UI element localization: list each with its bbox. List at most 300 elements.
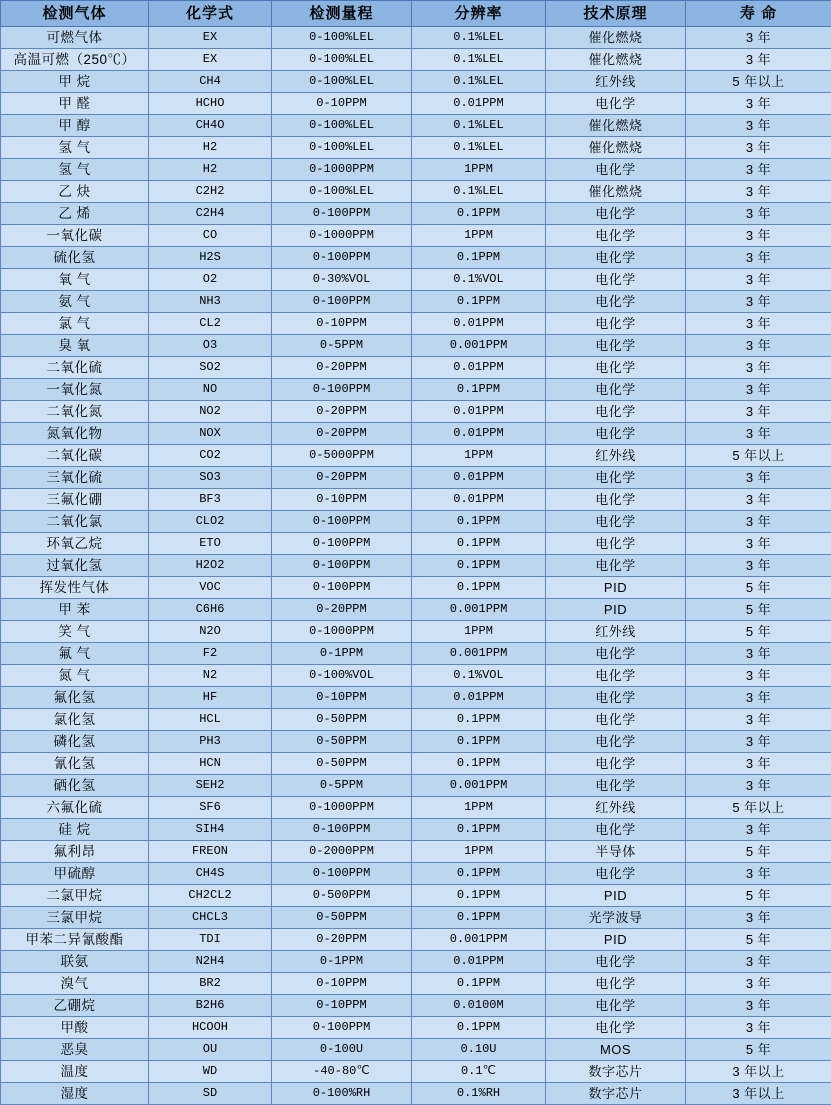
table-header-row — [1, 1, 831, 27]
cell-formula: SIH4 — [149, 819, 272, 841]
cell-resolution: 0.1PPM — [412, 819, 546, 841]
cell-lifetime: 3 年 — [686, 93, 831, 115]
cell-resolution: 0.1%LEL — [412, 71, 546, 93]
table-row — [1, 225, 831, 247]
cell-lifetime: 3 年 — [686, 269, 831, 291]
cell-resolution: 1PPM — [412, 225, 546, 247]
cell-technology: 电化学 — [546, 313, 686, 335]
cell-formula: BR2 — [149, 973, 272, 995]
cell-formula: F2 — [149, 643, 272, 665]
cell-technology: 电化学 — [546, 467, 686, 489]
cell-formula: CO2 — [149, 445, 272, 467]
cell-formula: SD — [149, 1083, 272, 1105]
table-row — [1, 467, 831, 489]
cell-lifetime: 3 年 — [686, 951, 831, 973]
cell-resolution: 1PPM — [412, 841, 546, 863]
cell-resolution: 0.1PPM — [412, 753, 546, 775]
table-row — [1, 335, 831, 357]
table-row — [1, 533, 831, 555]
table-row — [1, 687, 831, 709]
cell-resolution: 0.01PPM — [412, 951, 546, 973]
cell-technology: 电化学 — [546, 489, 686, 511]
cell-technology: 电化学 — [546, 93, 686, 115]
cell-gas-name: 可燃气体 — [1, 27, 149, 49]
cell-resolution: 0.1PPM — [412, 709, 546, 731]
cell-lifetime: 3 年 — [686, 291, 831, 313]
table-row — [1, 929, 831, 951]
cell-range: 0-100PPM — [272, 819, 412, 841]
cell-formula: CLO2 — [149, 511, 272, 533]
cell-resolution: 0.1%LEL — [412, 27, 546, 49]
cell-gas-name: 温度 — [1, 1061, 149, 1083]
cell-resolution: 0.01PPM — [412, 489, 546, 511]
cell-range: 0-100PPM — [272, 291, 412, 313]
cell-resolution: 0.001PPM — [412, 929, 546, 951]
cell-gas-name: 甲 苯 — [1, 599, 149, 621]
cell-technology: 催化燃烧 — [546, 181, 686, 203]
cell-lifetime: 5 年 — [686, 621, 831, 643]
cell-formula: NOX — [149, 423, 272, 445]
cell-technology: 电化学 — [546, 555, 686, 577]
cell-range: 0-100%RH — [272, 1083, 412, 1105]
cell-formula: CL2 — [149, 313, 272, 335]
cell-range: 0-10PPM — [272, 93, 412, 115]
cell-gas-name: 过氧化氢 — [1, 555, 149, 577]
cell-gas-name: 氰化氢 — [1, 753, 149, 775]
cell-resolution: 0.01PPM — [412, 313, 546, 335]
cell-resolution: 0.1PPM — [412, 379, 546, 401]
cell-resolution: 0.1%LEL — [412, 115, 546, 137]
cell-technology: 电化学 — [546, 665, 686, 687]
column-header-formula: 化学式 — [149, 1, 272, 27]
cell-resolution: 1PPM — [412, 621, 546, 643]
cell-range: 0-10PPM — [272, 687, 412, 709]
cell-technology: 电化学 — [546, 973, 686, 995]
cell-gas-name: 三氧化硫 — [1, 467, 149, 489]
cell-resolution: 0.1PPM — [412, 511, 546, 533]
cell-gas-name: 乙硼烷 — [1, 995, 149, 1017]
cell-lifetime: 3 年 — [686, 687, 831, 709]
cell-technology: 电化学 — [546, 225, 686, 247]
table-row — [1, 269, 831, 291]
table-row — [1, 115, 831, 137]
cell-formula: H2O2 — [149, 555, 272, 577]
cell-range: 0-100%LEL — [272, 181, 412, 203]
cell-formula: ETO — [149, 533, 272, 555]
table-row — [1, 665, 831, 687]
cell-gas-name: 磷化氢 — [1, 731, 149, 753]
cell-lifetime: 3 年 — [686, 511, 831, 533]
cell-lifetime: 3 年 — [686, 863, 831, 885]
cell-formula: CO — [149, 225, 272, 247]
table-row — [1, 291, 831, 313]
cell-formula: NO — [149, 379, 272, 401]
table-row — [1, 401, 831, 423]
cell-gas-name: 二氯甲烷 — [1, 885, 149, 907]
cell-range: 0-100PPM — [272, 379, 412, 401]
cell-range: 0-100%VOL — [272, 665, 412, 687]
cell-gas-name: 挥发性气体 — [1, 577, 149, 599]
table-row — [1, 181, 831, 203]
cell-resolution: 1PPM — [412, 159, 546, 181]
cell-lifetime: 5 年以上 — [686, 71, 831, 93]
cell-resolution: 0.1%LEL — [412, 137, 546, 159]
cell-resolution: 0.1PPM — [412, 1017, 546, 1039]
cell-formula: HCHO — [149, 93, 272, 115]
cell-lifetime: 5 年以上 — [686, 445, 831, 467]
cell-formula: HCL — [149, 709, 272, 731]
cell-lifetime: 3 年 — [686, 753, 831, 775]
cell-range: 0-100U — [272, 1039, 412, 1061]
cell-resolution: 0.1PPM — [412, 885, 546, 907]
cell-gas-name: 氟利昂 — [1, 841, 149, 863]
cell-range: 0-100%LEL — [272, 27, 412, 49]
cell-range: 0-20PPM — [272, 401, 412, 423]
cell-technology: 电化学 — [546, 269, 686, 291]
cell-technology: 催化燃烧 — [546, 27, 686, 49]
cell-gas-name: 一氧化氮 — [1, 379, 149, 401]
table-row — [1, 555, 831, 577]
cell-lifetime: 3 年以上 — [686, 1083, 831, 1105]
cell-gas-name: 联氨 — [1, 951, 149, 973]
cell-gas-name: 三氟化硼 — [1, 489, 149, 511]
table-row — [1, 643, 831, 665]
cell-lifetime: 3 年 — [686, 709, 831, 731]
cell-lifetime: 5 年以上 — [686, 797, 831, 819]
cell-technology: 电化学 — [546, 159, 686, 181]
cell-resolution: 0.01PPM — [412, 401, 546, 423]
cell-resolution: 0.1PPM — [412, 291, 546, 313]
cell-technology: 电化学 — [546, 247, 686, 269]
cell-technology: 电化学 — [546, 291, 686, 313]
table-row — [1, 775, 831, 797]
cell-resolution: 0.1PPM — [412, 203, 546, 225]
table-row — [1, 1039, 831, 1061]
cell-gas-name: 甲苯二异氰酸酯 — [1, 929, 149, 951]
cell-lifetime: 3 年 — [686, 467, 831, 489]
table-row — [1, 1017, 831, 1039]
cell-range: 0-10PPM — [272, 489, 412, 511]
cell-lifetime: 3 年 — [686, 335, 831, 357]
cell-technology: 电化学 — [546, 819, 686, 841]
cell-resolution: 0.1%VOL — [412, 665, 546, 687]
table-row — [1, 357, 831, 379]
cell-lifetime: 3 年 — [686, 1017, 831, 1039]
cell-gas-name: 氯化氢 — [1, 709, 149, 731]
cell-range: 0-100PPM — [272, 203, 412, 225]
table-row — [1, 995, 831, 1017]
cell-lifetime: 5 年 — [686, 929, 831, 951]
cell-gas-name: 氟 气 — [1, 643, 149, 665]
cell-range: 0-100PPM — [272, 555, 412, 577]
cell-range: 0-20PPM — [272, 467, 412, 489]
cell-range: 0-10PPM — [272, 995, 412, 1017]
cell-range: 0-100%LEL — [272, 137, 412, 159]
cell-range: 0-100PPM — [272, 247, 412, 269]
column-header-gas: 检测气体 — [1, 1, 149, 27]
cell-lifetime: 5 年 — [686, 841, 831, 863]
table-row — [1, 247, 831, 269]
cell-formula: N2O — [149, 621, 272, 643]
cell-technology: 电化学 — [546, 995, 686, 1017]
cell-gas-name: 六氟化硫 — [1, 797, 149, 819]
cell-technology: 电化学 — [546, 423, 686, 445]
cell-range: 0-50PPM — [272, 753, 412, 775]
cell-lifetime: 3 年 — [686, 181, 831, 203]
cell-formula: B2H6 — [149, 995, 272, 1017]
table-row — [1, 709, 831, 731]
cell-range: 0-10PPM — [272, 313, 412, 335]
cell-formula: N2 — [149, 665, 272, 687]
cell-technology: 电化学 — [546, 511, 686, 533]
cell-formula: HCN — [149, 753, 272, 775]
cell-gas-name: 氮 气 — [1, 665, 149, 687]
cell-lifetime: 3 年 — [686, 489, 831, 511]
cell-gas-name: 三氯甲烷 — [1, 907, 149, 929]
table-row — [1, 621, 831, 643]
cell-lifetime: 3 年 — [686, 423, 831, 445]
cell-gas-name: 氧 气 — [1, 269, 149, 291]
table-header — [1, 1, 831, 27]
cell-technology: PID — [546, 577, 686, 599]
cell-technology: 催化燃烧 — [546, 115, 686, 137]
cell-formula: TDI — [149, 929, 272, 951]
cell-gas-name: 硫化氢 — [1, 247, 149, 269]
cell-resolution: 0.1PPM — [412, 907, 546, 929]
cell-range: 0-100%LEL — [272, 115, 412, 137]
table-row — [1, 445, 831, 467]
cell-technology: 红外线 — [546, 621, 686, 643]
cell-gas-name: 甲酸 — [1, 1017, 149, 1039]
cell-lifetime: 3 年 — [686, 775, 831, 797]
table-row — [1, 313, 831, 335]
cell-range: 0-100PPM — [272, 577, 412, 599]
cell-resolution: 0.1PPM — [412, 247, 546, 269]
cell-range: 0-1000PPM — [272, 797, 412, 819]
cell-formula: PH3 — [149, 731, 272, 753]
cell-lifetime: 3 年 — [686, 27, 831, 49]
cell-range: 0-1PPM — [272, 643, 412, 665]
cell-gas-name: 溴气 — [1, 973, 149, 995]
cell-range: -40-80℃ — [272, 1061, 412, 1083]
cell-gas-name: 氟化氢 — [1, 687, 149, 709]
cell-gas-name: 硒化氢 — [1, 775, 149, 797]
column-header-technology: 技术原理 — [546, 1, 686, 27]
cell-lifetime: 3 年 — [686, 379, 831, 401]
cell-range: 0-1PPM — [272, 951, 412, 973]
cell-formula: C2H4 — [149, 203, 272, 225]
cell-gas-name: 高温可燃（250℃） — [1, 49, 149, 71]
cell-range: 0-50PPM — [272, 709, 412, 731]
cell-technology: 电化学 — [546, 951, 686, 973]
cell-resolution: 0.01PPM — [412, 93, 546, 115]
cell-gas-name: 甲硫醇 — [1, 863, 149, 885]
cell-technology: 数字芯片 — [546, 1061, 686, 1083]
cell-resolution: 0.0100M — [412, 995, 546, 1017]
cell-resolution: 0.1%LEL — [412, 181, 546, 203]
cell-resolution: 0.1PPM — [412, 555, 546, 577]
column-header-lifetime: 寿 命 — [686, 1, 831, 27]
cell-range: 0-50PPM — [272, 907, 412, 929]
cell-resolution: 0.1PPM — [412, 577, 546, 599]
cell-formula: CH4 — [149, 71, 272, 93]
cell-range: 0-20PPM — [272, 929, 412, 951]
cell-resolution: 0.1PPM — [412, 533, 546, 555]
cell-gas-name: 硅 烷 — [1, 819, 149, 841]
table-row — [1, 489, 831, 511]
table-row — [1, 159, 831, 181]
table-row — [1, 49, 831, 71]
cell-technology: 电化学 — [546, 401, 686, 423]
table-row — [1, 1083, 831, 1105]
cell-technology: 电化学 — [546, 775, 686, 797]
cell-formula: O2 — [149, 269, 272, 291]
cell-resolution: 0.001PPM — [412, 775, 546, 797]
cell-range: 0-20PPM — [272, 357, 412, 379]
cell-lifetime: 3 年 — [686, 159, 831, 181]
cell-gas-name: 二氧化氯 — [1, 511, 149, 533]
cell-lifetime: 3 年 — [686, 555, 831, 577]
cell-technology: 电化学 — [546, 863, 686, 885]
cell-lifetime: 3 年 — [686, 137, 831, 159]
table-row — [1, 907, 831, 929]
cell-resolution: 1PPM — [412, 445, 546, 467]
cell-formula: HF — [149, 687, 272, 709]
cell-lifetime: 3 年 — [686, 665, 831, 687]
cell-gas-name: 恶臭 — [1, 1039, 149, 1061]
cell-range: 0-1000PPM — [272, 621, 412, 643]
cell-gas-name: 甲 烷 — [1, 71, 149, 93]
cell-resolution: 0.01PPM — [412, 467, 546, 489]
cell-technology: 电化学 — [546, 335, 686, 357]
cell-gas-name: 湿度 — [1, 1083, 149, 1105]
cell-technology: 电化学 — [546, 379, 686, 401]
cell-lifetime: 5 年 — [686, 885, 831, 907]
table-row — [1, 973, 831, 995]
cell-technology: 光学波导 — [546, 907, 686, 929]
table-row — [1, 93, 831, 115]
cell-technology: 电化学 — [546, 709, 686, 731]
cell-gas-name: 二氧化碳 — [1, 445, 149, 467]
cell-technology: 半导体 — [546, 841, 686, 863]
table-row — [1, 423, 831, 445]
cell-formula: FREON — [149, 841, 272, 863]
cell-gas-name: 笑 气 — [1, 621, 149, 643]
cell-formula: EX — [149, 49, 272, 71]
table-row — [1, 577, 831, 599]
table-row — [1, 71, 831, 93]
table-row — [1, 379, 831, 401]
cell-gas-name: 氯 气 — [1, 313, 149, 335]
cell-lifetime: 5 年 — [686, 1039, 831, 1061]
table-body — [1, 27, 831, 1105]
cell-technology: PID — [546, 885, 686, 907]
column-header-range: 检测量程 — [272, 1, 412, 27]
cell-formula: WD — [149, 1061, 272, 1083]
table-row — [1, 753, 831, 775]
cell-range: 0-50PPM — [272, 731, 412, 753]
cell-formula: NO2 — [149, 401, 272, 423]
cell-gas-name: 氢 气 — [1, 159, 149, 181]
cell-range: 0-5PPM — [272, 775, 412, 797]
cell-gas-name: 乙 烯 — [1, 203, 149, 225]
cell-lifetime: 3 年以上 — [686, 1061, 831, 1083]
cell-range: 0-100PPM — [272, 511, 412, 533]
cell-formula: VOC — [149, 577, 272, 599]
cell-range: 0-1000PPM — [272, 159, 412, 181]
table-row — [1, 203, 831, 225]
cell-resolution: 0.001PPM — [412, 335, 546, 357]
cell-lifetime: 3 年 — [686, 907, 831, 929]
cell-formula: CHCL3 — [149, 907, 272, 929]
cell-formula: CH2CL2 — [149, 885, 272, 907]
cell-range: 0-100PPM — [272, 1017, 412, 1039]
cell-gas-name: 氮氧化物 — [1, 423, 149, 445]
cell-gas-name: 环氧乙烷 — [1, 533, 149, 555]
table-row — [1, 599, 831, 621]
cell-technology: 红外线 — [546, 445, 686, 467]
cell-technology: MOS — [546, 1039, 686, 1061]
cell-range: 0-10PPM — [272, 973, 412, 995]
cell-resolution: 0.1PPM — [412, 863, 546, 885]
cell-formula: SO2 — [149, 357, 272, 379]
cell-range: 0-100%LEL — [272, 49, 412, 71]
cell-gas-name: 氢 气 — [1, 137, 149, 159]
cell-gas-name: 臭 氧 — [1, 335, 149, 357]
cell-technology: 电化学 — [546, 357, 686, 379]
cell-lifetime: 3 年 — [686, 643, 831, 665]
cell-formula: SF6 — [149, 797, 272, 819]
table-row — [1, 819, 831, 841]
cell-formula: SEH2 — [149, 775, 272, 797]
table-row — [1, 731, 831, 753]
cell-resolution: 0.01PPM — [412, 357, 546, 379]
cell-gas-name: 乙 炔 — [1, 181, 149, 203]
cell-resolution: 0.10U — [412, 1039, 546, 1061]
cell-gas-name: 甲 醇 — [1, 115, 149, 137]
cell-resolution: 0.1℃ — [412, 1061, 546, 1083]
table-row — [1, 137, 831, 159]
cell-range: 0-20PPM — [272, 423, 412, 445]
cell-lifetime: 5 年 — [686, 577, 831, 599]
cell-formula: CH4S — [149, 863, 272, 885]
cell-resolution: 0.1%VOL — [412, 269, 546, 291]
cell-formula: EX — [149, 27, 272, 49]
cell-resolution: 0.001PPM — [412, 599, 546, 621]
cell-formula: H2 — [149, 137, 272, 159]
cell-formula: OU — [149, 1039, 272, 1061]
cell-formula: NH3 — [149, 291, 272, 313]
cell-lifetime: 3 年 — [686, 819, 831, 841]
cell-technology: PID — [546, 929, 686, 951]
cell-technology: 催化燃烧 — [546, 137, 686, 159]
cell-formula: O3 — [149, 335, 272, 357]
cell-lifetime: 3 年 — [686, 973, 831, 995]
cell-lifetime: 3 年 — [686, 225, 831, 247]
cell-gas-name: 一氧化碳 — [1, 225, 149, 247]
cell-resolution: 0.001PPM — [412, 643, 546, 665]
cell-lifetime: 3 年 — [686, 731, 831, 753]
cell-technology: 电化学 — [546, 643, 686, 665]
cell-lifetime: 3 年 — [686, 203, 831, 225]
table-row — [1, 863, 831, 885]
cell-technology: 红外线 — [546, 797, 686, 819]
cell-resolution: 0.1%RH — [412, 1083, 546, 1105]
cell-lifetime: 3 年 — [686, 115, 831, 137]
cell-lifetime: 3 年 — [686, 49, 831, 71]
cell-technology: 电化学 — [546, 687, 686, 709]
cell-formula: C6H6 — [149, 599, 272, 621]
